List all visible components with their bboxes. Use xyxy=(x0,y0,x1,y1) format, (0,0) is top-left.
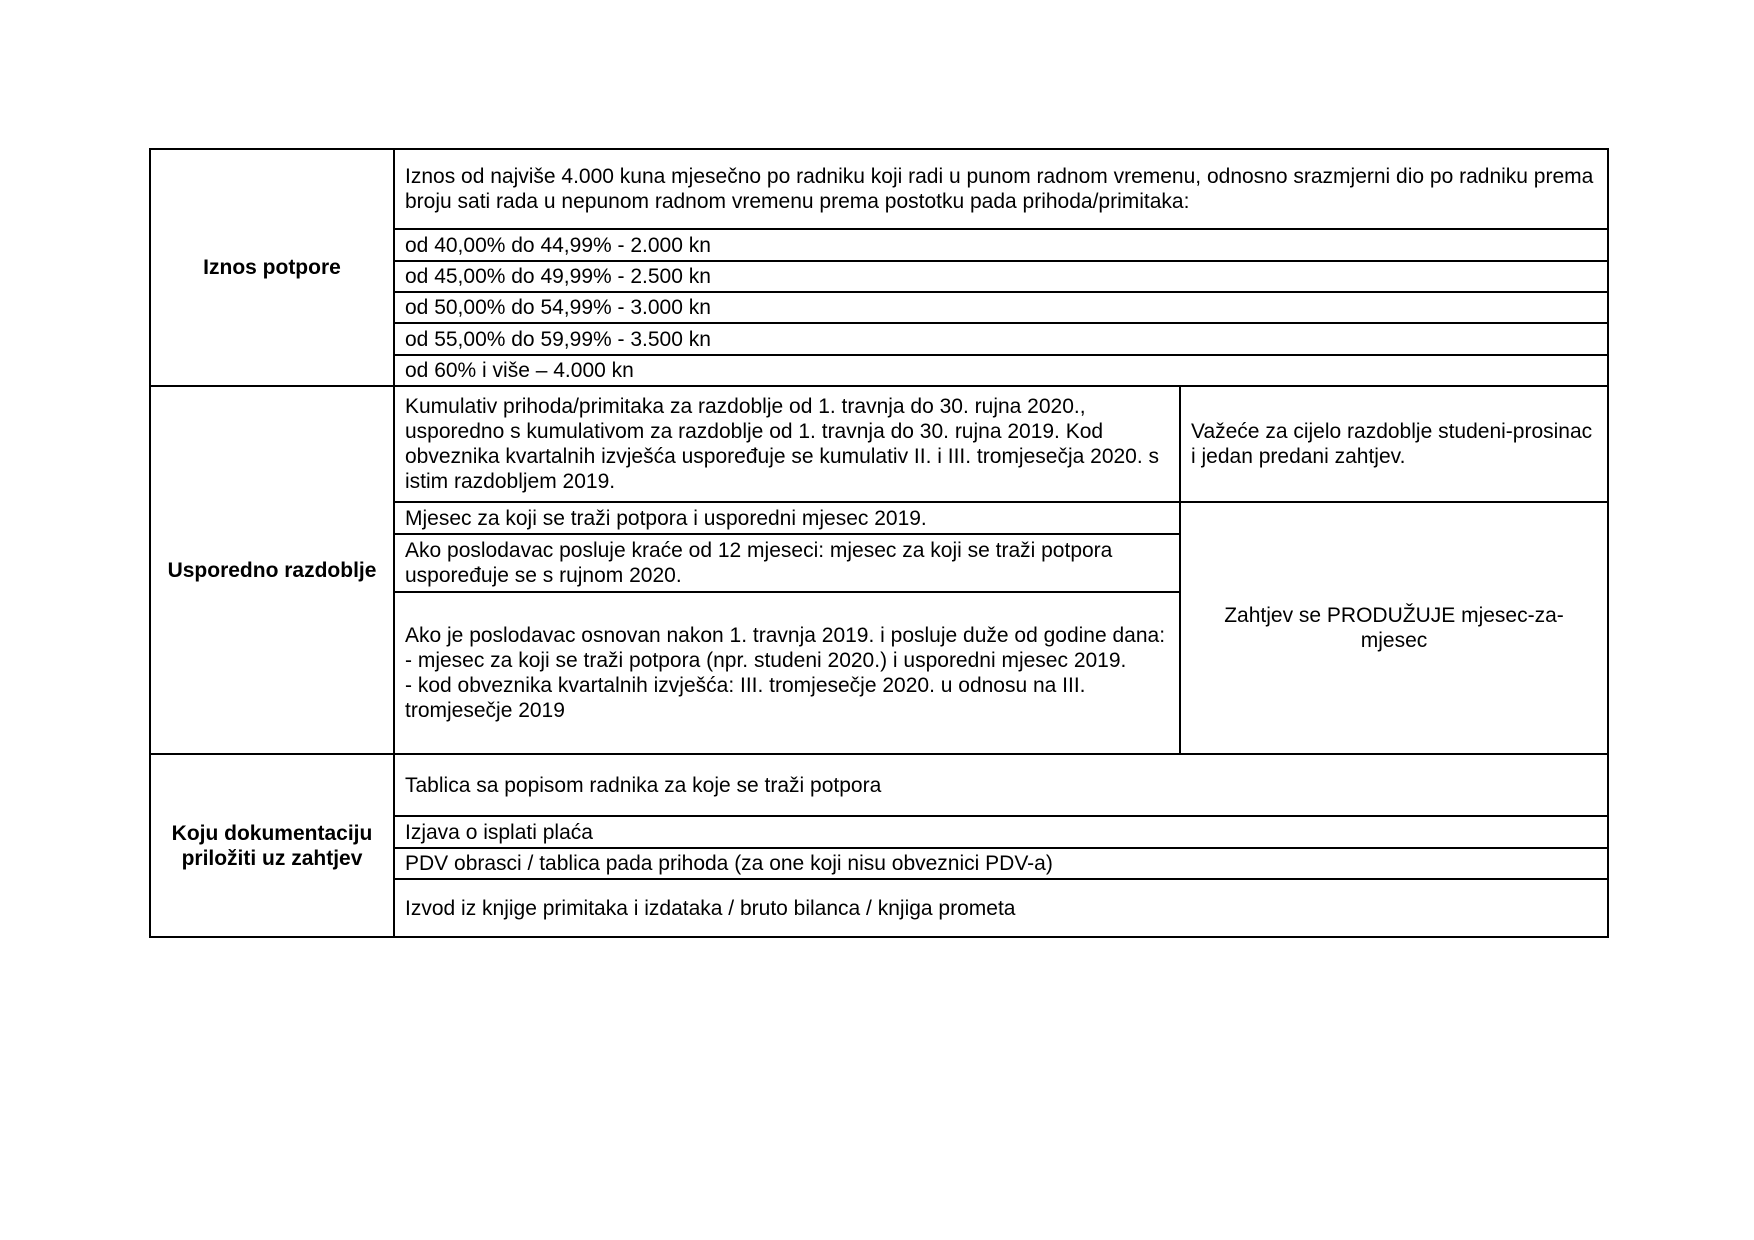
doc-item-row xyxy=(150,754,1608,816)
dokumentacija-section-label: Koju dokumentaciju priložiti uz zahtjev xyxy=(150,754,394,937)
bracket-40: od 40,00% do 44,99% - 2.000 kn xyxy=(394,229,1608,261)
doc-item-vat-forms: PDV obrasci / tablica pada prihoda (za one koji nisu obveznici PDV-a) xyxy=(394,848,1608,879)
cumulative-text: Kumulativ prihoda/primitaka za razdoblje od 1. travnja do 30. rujna 2020., usporedno s kumulativom za razdoblje od 1. travnja do 30. rujna 2019. Kod obveznika kvartalnih izvješća uspoređuje se kumulativ II. i III. tromjesečja 2020. s istim razdobljem 2019. xyxy=(394,386,1180,502)
monthly-note: Zahtjev se PRODUŽUJE mjesec-za-mjesec xyxy=(1180,502,1608,754)
support-conditions-table xyxy=(149,148,1609,938)
bracket-45: od 45,00% do 49,99% - 2.500 kn xyxy=(394,261,1608,292)
iznos-section-label: Iznos potpore xyxy=(150,149,394,386)
usporedno-cumulative-row xyxy=(150,386,1608,502)
bracket-50: od 50,00% do 54,99% - 3.000 kn xyxy=(394,292,1608,323)
founded-after-text: Ako je poslodavac osnovan nakon 1. travnja 2019. i posluje duže od godine dana: - mjesec za koji se traži potpora (npr. studeni 2020.) i usporedni mjesec 2019. - kod obveznika kvartalnih izvješća: III. tromjesečje 2020. u odnosu na III. tromjesečje 2019 xyxy=(394,592,1180,754)
iznos-intro-row xyxy=(150,149,1608,229)
monthly-text: Mjesec za koji se traži potpora i usporedni mjesec 2019. xyxy=(394,502,1180,534)
doc-item-salary-statement: Izjava o isplati plaća xyxy=(394,816,1608,848)
short-operation-text: Ako poslodavac posluje kraće od 12 mjeseci: mjesec za koji se traži potpora uspoređuje se s rujnom 2020. xyxy=(394,534,1180,592)
iznos-intro-text: Iznos od najviše 4.000 kuna mjesečno po radniku koji radi u punom radnom vremenu, odnosno srazmjerni dio po radniku prema broju sati rada u nepunom radnom vremenu prema postotku pada prihoda/primitaka: xyxy=(394,149,1608,229)
bracket-55: od 55,00% do 59,99% - 3.500 kn xyxy=(394,323,1608,355)
cumulative-note: Važeće za cijelo razdoblje studeni-prosinac i jedan predani zahtjev. xyxy=(1180,386,1608,502)
doc-item-employee-list: Tablica sa popisom radnika za koje se traži potpora xyxy=(394,754,1608,816)
doc-item-ledger-extract: Izvod iz knjige primitaka i izdataka / bruto bilanca / knjiga prometa xyxy=(394,879,1608,937)
usporedno-section-label: Usporedno razdoblje xyxy=(150,386,394,754)
bracket-60: od 60% i više – 4.000 kn xyxy=(394,355,1608,386)
